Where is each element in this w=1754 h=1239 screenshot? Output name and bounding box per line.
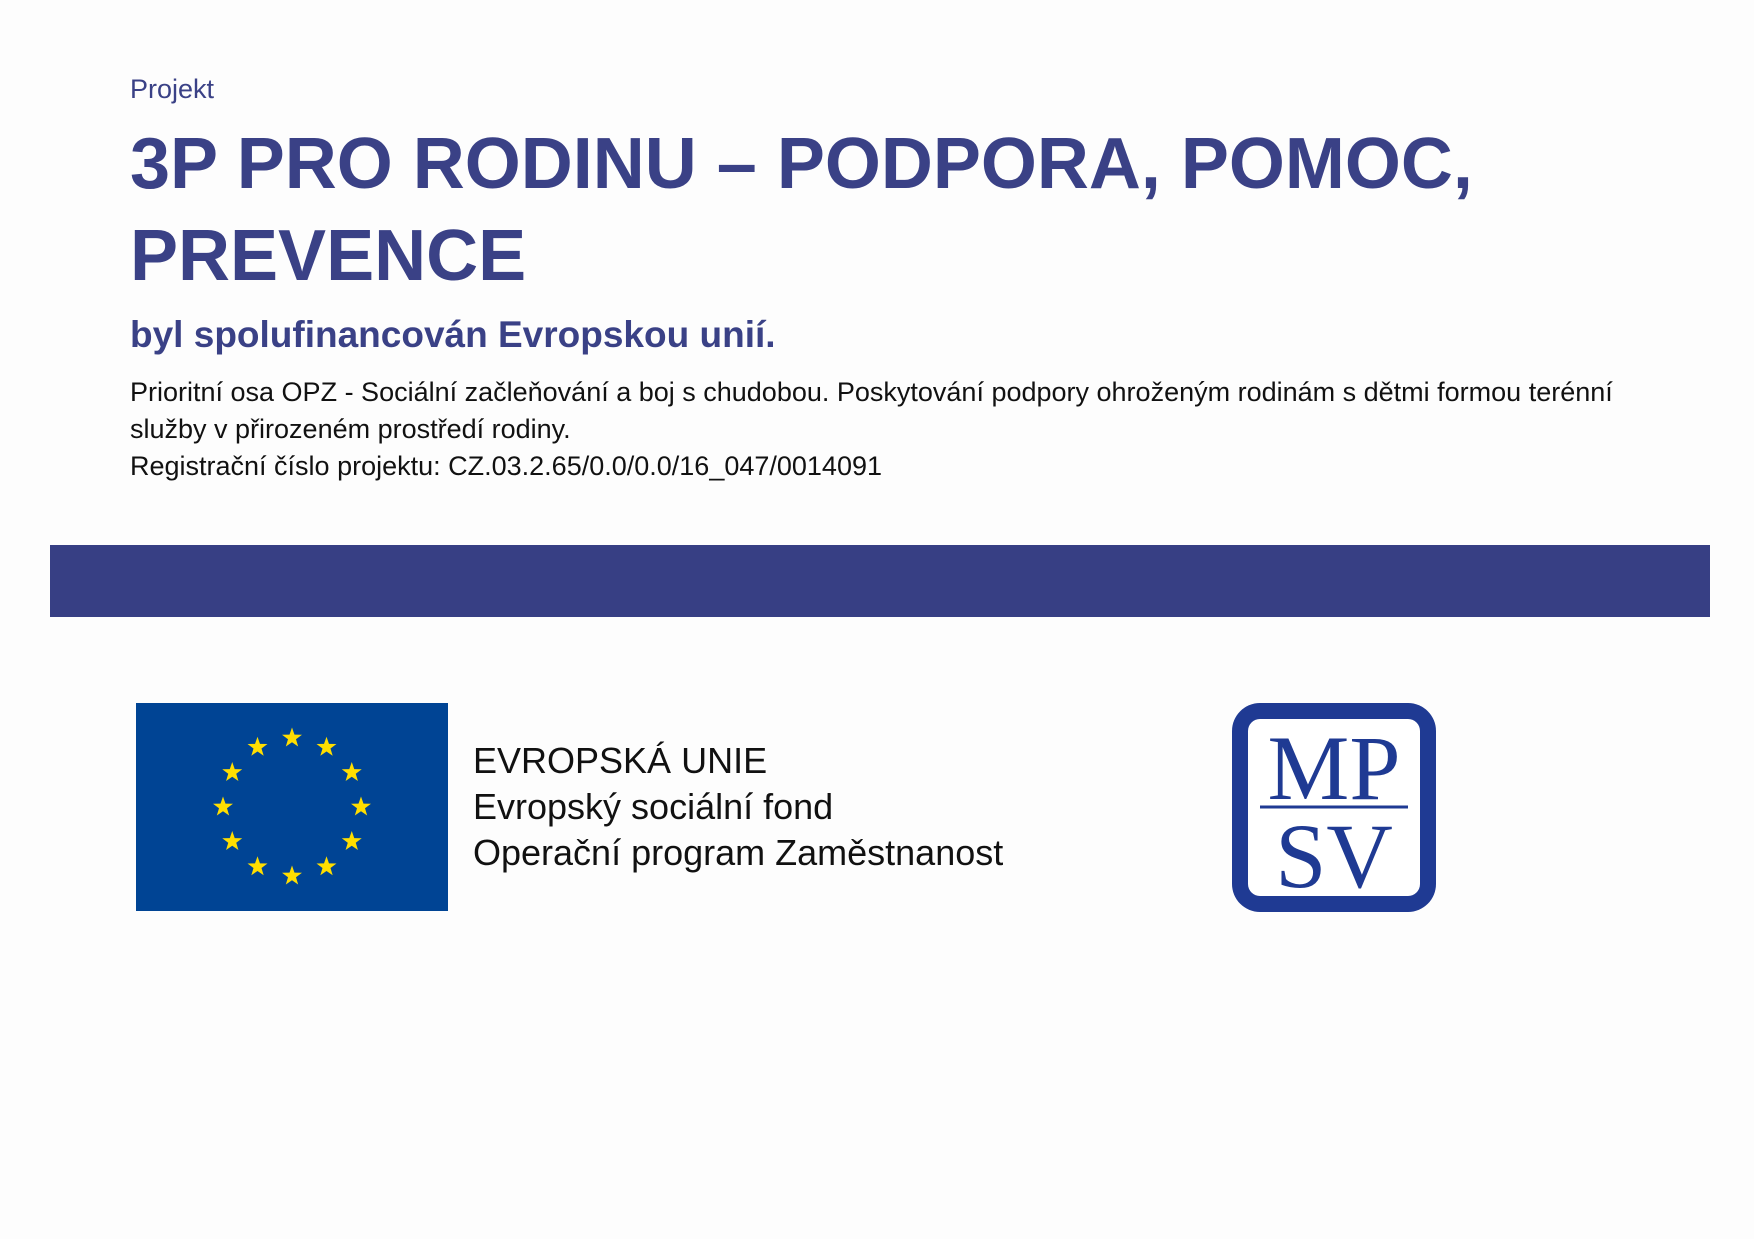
eu-flag-icon — [136, 703, 448, 911]
mpsv-logo-top: MP — [1267, 717, 1401, 819]
project-title: 3P PRO RODINU – PODPORA, POMOC, PREVENCE — [130, 124, 1473, 296]
priority-axis-text: Prioritní osa OPZ - Sociální začleňování a boj s chudobou. Poskytování podpory ohroženým rodinám s dětmi formou terénní služby v přirozeném prostředí rodiny. — [130, 377, 1613, 444]
mpsv-logo — [1232, 703, 1436, 912]
operational-program-label: Operační program Zaměstnanost — [473, 832, 1004, 873]
project-description — [130, 374, 1690, 485]
registration-number: Registrační číslo projektu: CZ.03.2.65/0.0/0.0/16_047/0014091 — [130, 451, 882, 481]
color-band — [50, 545, 1710, 617]
project-label: Projekt — [130, 74, 215, 104]
cofinancing-statement: byl spolufinancován Evropskou unií. — [130, 314, 776, 355]
eu-text-block — [473, 738, 1003, 876]
mpsv-logo-bottom: SV — [1275, 805, 1393, 907]
esf-label: Evropský sociální fond — [473, 786, 834, 827]
eu-union-label: EVROPSKÁ UNIE — [473, 740, 768, 781]
